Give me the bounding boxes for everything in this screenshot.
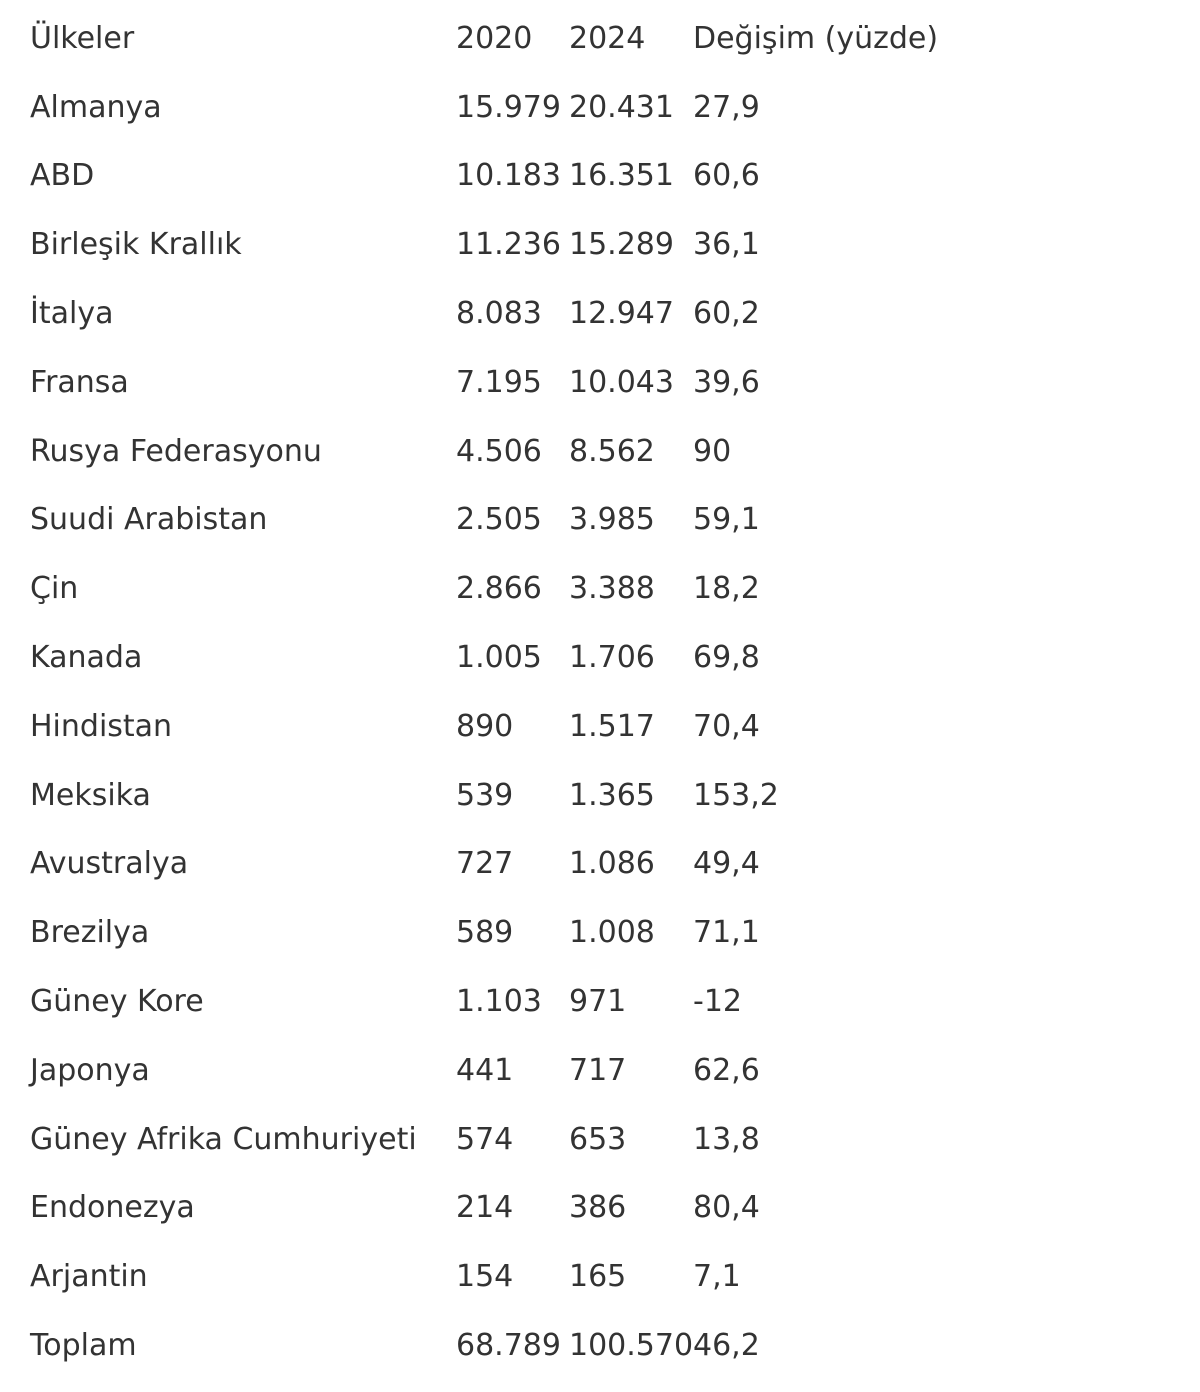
value-2024-cell: 386 <box>569 1190 627 1226</box>
country-cell: Meksika <box>30 777 151 813</box>
value-2020-cell: 10.183 <box>456 158 561 194</box>
country-cell: Hindistan <box>30 708 173 744</box>
value-2024-cell: 165 <box>569 1259 627 1295</box>
table-row <box>30 1242 993 1311</box>
value-2020-cell: 68.789 <box>456 1328 561 1364</box>
change-cell: 7,1 <box>693 1259 741 1295</box>
value-2020-cell: 214 <box>456 1190 514 1226</box>
change-cell: 80,4 <box>693 1190 760 1226</box>
table-row <box>30 623 993 692</box>
table-row <box>30 348 993 417</box>
value-2024-cell: 1.008 <box>569 915 655 951</box>
value-2024-cell: 16.351 <box>569 158 674 194</box>
table-total-row <box>30 1311 993 1380</box>
table-row <box>30 898 993 967</box>
table-row <box>30 554 993 623</box>
change-cell: -12 <box>693 984 742 1020</box>
change-cell: 13,8 <box>693 1121 760 1157</box>
table-row <box>30 279 993 348</box>
change-cell: 70,4 <box>693 708 760 744</box>
change-cell: 49,4 <box>693 846 760 882</box>
table-row <box>30 830 993 899</box>
change-cell: 27,9 <box>693 89 760 125</box>
data-table <box>30 4 993 1380</box>
country-cell: Fransa <box>30 364 129 400</box>
value-2024-cell: 100.570 <box>569 1328 694 1364</box>
value-2024-cell: 653 <box>569 1121 627 1157</box>
value-2024-cell: 717 <box>569 1052 627 1088</box>
change-cell: 18,2 <box>693 571 760 607</box>
value-2020-cell: 441 <box>456 1052 514 1088</box>
table-row <box>30 692 993 761</box>
country-cell: Rusya Federasyonu <box>30 433 322 469</box>
value-2020-cell: 890 <box>456 708 514 744</box>
value-2020-cell: 154 <box>456 1259 514 1295</box>
country-cell: Arjantin <box>30 1259 148 1295</box>
value-2024-cell: 3.985 <box>569 502 655 538</box>
table-row <box>30 967 993 1036</box>
table-row <box>30 1105 993 1174</box>
value-2020-cell: 7.195 <box>456 364 542 400</box>
header-countries: Ülkeler <box>30 20 135 56</box>
country-cell: Çin <box>30 571 79 607</box>
table-row <box>30 210 993 279</box>
country-cell: Almanya <box>30 89 162 125</box>
value-2024-cell: 3.388 <box>569 571 655 607</box>
country-cell: Brezilya <box>30 915 150 951</box>
header-2020: 2020 <box>456 20 533 56</box>
table-row <box>30 73 993 142</box>
value-2020-cell: 1.103 <box>456 984 542 1020</box>
change-cell: 69,8 <box>693 640 760 676</box>
change-cell: 39,6 <box>693 364 760 400</box>
value-2024-cell: 1.365 <box>569 777 655 813</box>
country-cell: Toplam <box>30 1328 137 1364</box>
value-2020-cell: 727 <box>456 846 514 882</box>
change-cell: 153,2 <box>693 777 779 813</box>
value-2024-cell: 1.086 <box>569 846 655 882</box>
change-cell: 59,1 <box>693 502 760 538</box>
value-2020-cell: 11.236 <box>456 227 561 263</box>
value-2024-cell: 12.947 <box>569 296 674 332</box>
value-2020-cell: 539 <box>456 777 514 813</box>
value-2024-cell: 1.517 <box>569 708 655 744</box>
table-row <box>30 1174 993 1243</box>
country-cell: Güney Afrika Cumhuriyeti <box>30 1121 417 1157</box>
value-2020-cell: 15.979 <box>456 89 561 125</box>
change-cell: 62,6 <box>693 1052 760 1088</box>
change-cell: 90 <box>693 433 732 469</box>
header-change-percent: Değişim (yüzde) <box>693 20 939 56</box>
value-2020-cell: 2.866 <box>456 571 542 607</box>
country-cell: Japonya <box>30 1052 150 1088</box>
value-2020-cell: 574 <box>456 1121 514 1157</box>
change-cell: 71,1 <box>693 915 760 951</box>
country-cell: Endonezya <box>30 1190 195 1226</box>
value-2024-cell: 1.706 <box>569 640 655 676</box>
country-cell: Güney Kore <box>30 984 204 1020</box>
table-row <box>30 761 993 830</box>
country-cell: Avustralya <box>30 846 189 882</box>
table-row <box>30 486 993 555</box>
table-row <box>30 417 993 486</box>
value-2024-cell: 20.431 <box>569 89 674 125</box>
table-header-row <box>30 4 993 73</box>
value-2020-cell: 4.506 <box>456 433 542 469</box>
change-cell: 36,1 <box>693 227 760 263</box>
country-cell: Kanada <box>30 640 143 676</box>
value-2024-cell: 971 <box>569 984 627 1020</box>
country-cell: Suudi Arabistan <box>30 502 268 538</box>
value-2020-cell: 8.083 <box>456 296 542 332</box>
value-2020-cell: 589 <box>456 915 514 951</box>
table-row <box>30 142 993 211</box>
country-cell: Birleşik Krallık <box>30 227 242 263</box>
value-2020-cell: 1.005 <box>456 640 542 676</box>
table-row <box>30 1036 993 1105</box>
value-2020-cell: 2.505 <box>456 502 542 538</box>
value-2024-cell: 15.289 <box>569 227 674 263</box>
value-2024-cell: 10.043 <box>569 364 674 400</box>
change-cell: 60,2 <box>693 296 760 332</box>
country-cell: İtalya <box>30 296 114 332</box>
header-2024: 2024 <box>569 20 646 56</box>
country-cell: ABD <box>30 158 95 194</box>
value-2024-cell: 8.562 <box>569 433 655 469</box>
change-cell: 60,6 <box>693 158 760 194</box>
change-cell: 46,2 <box>693 1328 760 1364</box>
